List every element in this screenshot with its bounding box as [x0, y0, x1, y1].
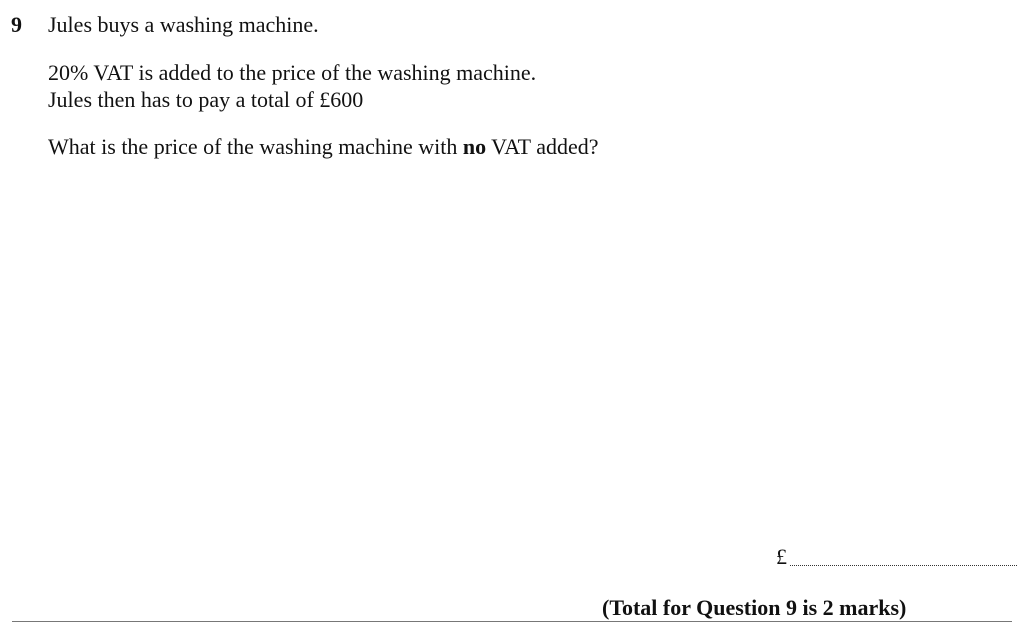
currency-symbol: £ [776, 544, 787, 569]
question-prompt [48, 134, 599, 160]
question-text-line-3: Jules then has to pay a total of £600 [48, 87, 364, 112]
answer-dotted-line[interactable] [790, 565, 1017, 566]
question-text-line-2: 20% VAT is added to the price of the washing machine. [48, 60, 537, 85]
question-prompt-start: What is the price of the washing machine with [48, 134, 463, 159]
question-text-line-1: Jules buys a washing machine. [48, 12, 319, 37]
footer-divider [12, 621, 1012, 622]
question-prompt-emphasis: no [462, 134, 487, 159]
question-number: 9 [11, 12, 22, 37]
answer-line[interactable] [776, 544, 1020, 570]
total-marks: (Total for Question 9 is 2 marks) [602, 595, 907, 620]
question-prompt-end: VAT added? [486, 134, 599, 159]
